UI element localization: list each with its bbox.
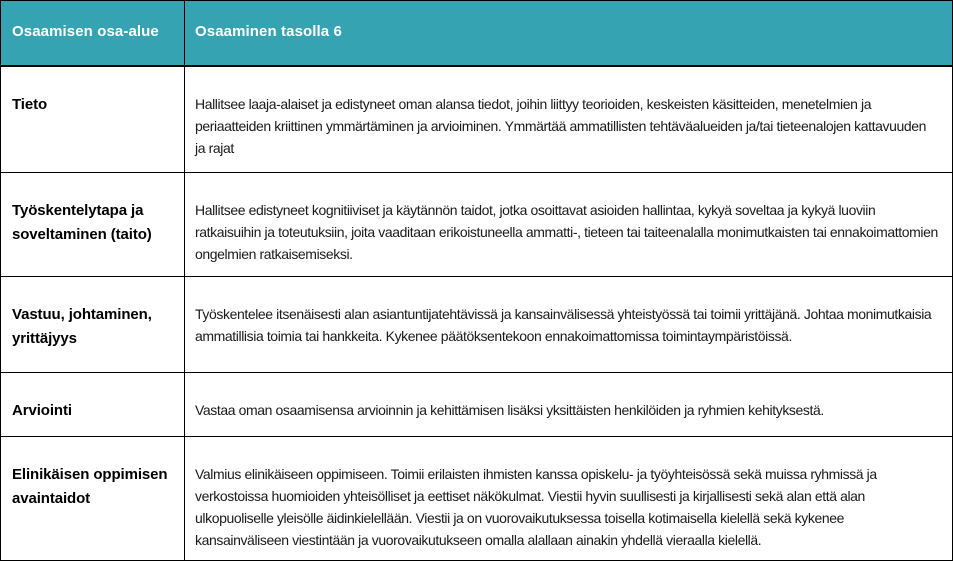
row-label: Tieto (12, 96, 48, 113)
column-header-level-6: Osaaminen tasolla 6 (195, 22, 342, 40)
row-description: Hallitsee laaja-alaiset ja edistyneet oman alansa tiedot, joihin liittyy teorioiden, keskeisten käsitteiden, menetelmien ja periaatteiden kriittinen ymmärtäminen ja arvioiminen. Ymmärtää ammatillisten tehtäväalueiden ja/tai tieteenalojen kattavuuden ja rajat (195, 96, 927, 156)
row-label: Elinikäisen oppimisen avaintaidot (12, 466, 168, 507)
row-label: Arviointi (12, 402, 72, 419)
row-knowledge-description-cell (185, 67, 952, 173)
header-cell-level-6 (185, 1, 952, 67)
header-cell-competence-area (1, 1, 185, 67)
row-lifelong-learning-description-cell (185, 437, 952, 560)
row-knowledge-label-cell (1, 67, 185, 173)
row-description: Hallitsee edistyneet kognitiiviset ja käytännön taidot, jotka osoittavat asioiden hallintaa, kykyä soveltaa ja kykyä luoviin ratkaisuihin ja toteutuksiin, joita vaaditaan erikoistuneella ammatti-, tieteen tai taiteenalalla monimutkaisten tai ennakoimattomien ongelmien ratkaisemiseksi. (195, 202, 938, 262)
row-lifelong-learning-label-cell (1, 437, 185, 560)
row-description: Valmius elinikäiseen oppimiseen. Toimii erilaisten ihmisten kanssa opiskelu- ja työyhteisössä sekä muissa ryhmissä ja verkostoissa huomioiden yhteisölliset ja eettiset näkökulmat. Viestii hyvin suullisesti ja kirjallisesti sekä alan että alan ulkopuoliselle yleisölle äidinkielellään. Viestii ja on vuorovaikutuksessa toisella kotimaisella kielellä sekä kykenee kansainväliseen viestintään ja vuorovaikutukseen omalla alallaan ainakin yhdellä vieraalla kielellä. (195, 466, 877, 548)
row-evaluation-description-cell (185, 373, 952, 437)
row-label: Työskentelytapa ja soveltaminen (taito) (12, 202, 152, 243)
row-evaluation-label-cell (1, 373, 185, 437)
row-description: Vastaa oman osaamisensa arvioinnin ja kehittämisen lisäksi yksittäisten henkilöiden ja ryhmien kehityksestä. (195, 402, 824, 418)
column-header-competence-area: Osaamisen osa-alue (12, 22, 159, 40)
row-skills-label-cell (1, 173, 185, 277)
row-description: Työskentelee itsenäisesti alan asiantuntijatehtävissä ja kansainvälisessä yhteistyössä tai toimii yrittäjänä. Johtaa monimutkaisia ammatillisia toimia tai hankkeita. Kykenee päätöksentekoon ennakoimattomissa toimintaympäristöissä. (195, 306, 932, 344)
row-skills-description-cell (185, 173, 952, 277)
row-responsibility-description-cell (185, 277, 952, 373)
row-label: Vastuu, johtaminen, yrittäjyys (12, 306, 152, 347)
row-responsibility-label-cell (1, 277, 185, 373)
